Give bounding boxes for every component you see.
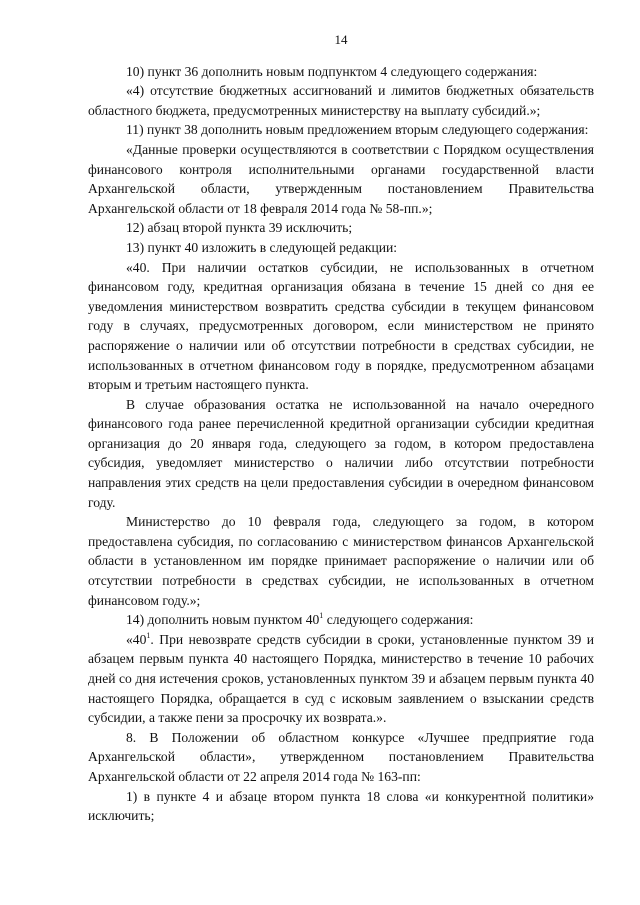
paragraph-item-10: 10) пункт 36 дополнить новым подпунктом 4 следующего содержания: xyxy=(126,63,538,79)
document-page xyxy=(88,30,594,826)
paragraph-item-11: 11) пункт 38 дополнить новым предложением вторым следующего содержания: xyxy=(126,122,589,138)
item-14-text: 14) дополнить новым пунктом 40 xyxy=(126,612,320,628)
paragraph-item-8-1: 1) в пункте 4 и абзаце втором пункта 18 слова «и конкурентной политики» исключить; xyxy=(88,788,594,824)
paragraph-item-14 xyxy=(88,610,594,630)
page-number: 14 xyxy=(334,32,348,47)
paragraph-item-12: 12) абзац второй пункта 39 исключить; xyxy=(126,220,353,236)
paragraph-item-8: 8. В Положении об областном конкурсе «Лучшее предприятие года Архангельской области», утвержденном постановлением Правительства Архангельской области от 22 апреля 2014 года № 163-пп: xyxy=(88,729,594,784)
point-40-1-number: «40 xyxy=(126,631,147,647)
point-40-1-superscript: 1 xyxy=(146,630,151,640)
paragraph-subsidy-balance: В случае образования остатка не использованной на начало очередного финансового года ранее перечисленной кредитной организации субсидии кредитная организация до 20 января года, следующего за годом, в котором предоставлена субсидия, уведомляет министерство о наличии либо отсутствии потребности направления этих средств на цели предоставления субсидии в очередном финансовом году. xyxy=(88,396,594,510)
point-40-1-text: . При невозврате средств субсидии в сроки, установленные пунктом 39 и абзацем первым пункта 40 настоящего Порядка, министерство в течение 10 рабочих дней со дня истечения сроков, установленных пунктом 39 и абзацем первым пункта 40 настоящего Порядка, обращается в суд с исковым заявлением о взыскании средств субсидии, а также пени за просрочку их возврата.». xyxy=(88,631,594,726)
paragraph-point-40: «40. При наличии остатков субсидии, не использованных в отчетном финансовом году, кредитная организация обязана в течение 15 дней со дня ее уведомления министерством возвратить средства субсидии в текущем финансовом году в случаях, предусмотренных договором, если министерством не принято распоряжение о наличии или об отсутствии потребности в средствах субсидии, не использованных в отчетном финансовом году в порядке, предусмотренном абзацами вторым и третьим настоящего пункта. xyxy=(88,259,594,393)
paragraph-control-procedure: «Данные проверки осуществляются в соответствии с Порядком осуществления финансового контроля исполнительными органами государственной власти Архангельской области, утвержденным постановлением Правительства Архангельской области от 18 февраля 2014 года № 58-пп.»; xyxy=(88,141,594,216)
paragraph-item-13: 13) пункт 40 изложить в следующей редакции: xyxy=(126,239,398,255)
paragraph-subitem-4: «4) отсутствие бюджетных ассигнований и лимитов бюджетных обязательств областного бюджета, предусмотренных министерству на выплату субсидий.»; xyxy=(88,83,594,118)
paragraph-ministry-decision: Министерство до 10 февраля года, следующего за годом, в котором предоставлена субсидия, по согласованию с министерством финансов Архангельской области в установленном им порядке принимает распоряжение о наличии или об отсутствии потребности в средствах субсидии, не использованных в отчетном финансовом году.»; xyxy=(88,514,594,608)
item-14-text-end: следующего содержания: xyxy=(323,612,474,628)
paragraph-point-40-1 xyxy=(88,630,594,728)
item-14-superscript: 1 xyxy=(319,611,324,621)
